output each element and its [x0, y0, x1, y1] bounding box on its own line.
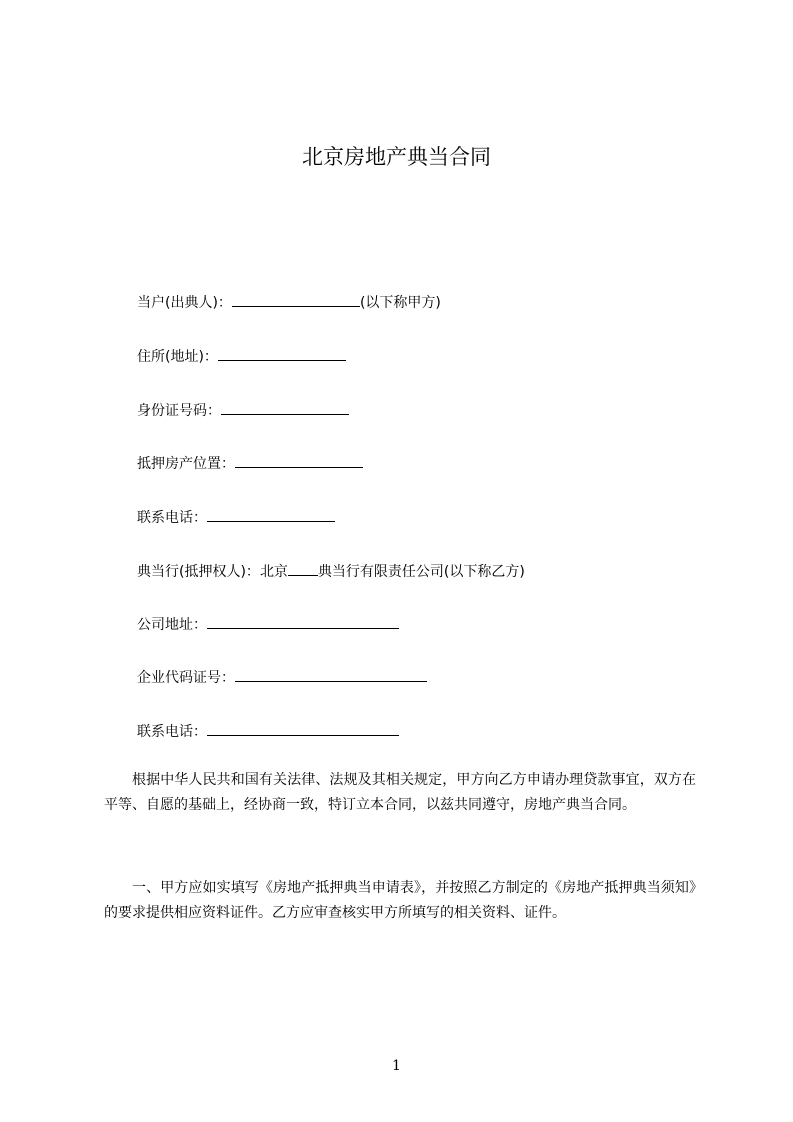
pawnshop-field	[137, 560, 525, 582]
pawnshop-prefix: 北京	[259, 564, 288, 580]
property-location-blank[interactable]	[235, 452, 363, 468]
pawner-blank[interactable]	[232, 291, 360, 307]
phone-a-field	[137, 506, 335, 528]
enterprise-code-blank[interactable]	[235, 666, 427, 682]
enterprise-code-label: 企业代码证号：	[137, 670, 235, 686]
pawnshop-label: 典当行(抵押权人)：	[137, 564, 260, 580]
phone-b-field	[137, 720, 399, 742]
phone-a-blank[interactable]	[207, 506, 335, 522]
page-number: 1	[392, 1058, 401, 1074]
clause-1-paragraph: 一、甲方应如实填写《房地产抵押典当申请表》，并按照乙方制定的《房地产抵押典当须知》的要求提供相应资料证件。乙方应审查核实甲方所填写的相关资料、证件。	[104, 880, 696, 921]
residence-blank[interactable]	[218, 345, 346, 361]
residence-field	[137, 345, 346, 367]
phone-a-label: 联系电话：	[137, 510, 207, 526]
document-title: 北京房地产典当合同	[302, 145, 491, 169]
phone-b-label: 联系电话：	[137, 724, 207, 740]
pawner-field	[137, 291, 441, 313]
company-address-field	[137, 613, 399, 635]
id-number-blank[interactable]	[221, 399, 349, 415]
pawner-label: 当户(出典人)：	[137, 295, 232, 311]
residence-label: 住所(地址)：	[137, 349, 218, 365]
enterprise-code-field	[137, 666, 427, 688]
pawner-suffix: (以下称甲方)	[359, 295, 441, 311]
intro-paragraph: 根据中华人民共和国有关法律、法规及其相关规定，甲方向乙方申请办理贷款事宜，双方在平等、自愿的基础上，经协商一致，特订立本合同，以兹共同遵守，房地产典当合同。	[104, 772, 696, 813]
property-location-label: 抵押房产位置：	[137, 456, 235, 472]
pawnshop-suffix: 典当行有限责任公司(以下称乙方)	[317, 564, 525, 580]
pawnshop-name-blank[interactable]	[288, 560, 318, 576]
id-number-field	[137, 399, 349, 421]
company-address-label: 公司地址：	[137, 617, 207, 633]
id-number-label: 身份证号码：	[137, 403, 221, 419]
phone-b-blank[interactable]	[207, 720, 399, 736]
property-location-field	[137, 452, 363, 474]
company-address-blank[interactable]	[207, 613, 399, 629]
